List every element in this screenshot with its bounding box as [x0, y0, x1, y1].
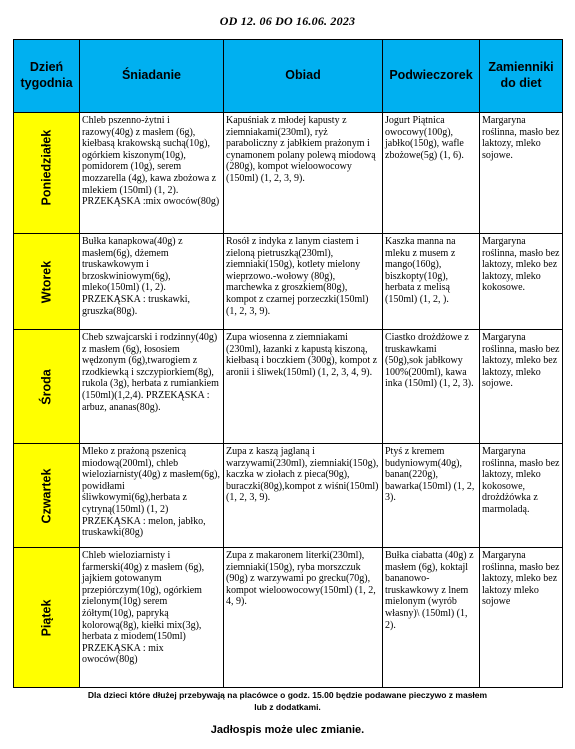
breakfast-cell: Mleko z prażoną pszenicą miodową(200ml), chleb wieloziarnisty(40g) z masłem(6g), powidłami śliwkowymi(6g),herbata z cytryną(150ml) (1, 2) PRZEKĄSKA : melon, jabłko, truskawki(80g): [80, 444, 224, 548]
table-row-tuesday: [14, 234, 563, 330]
day-cell: [14, 444, 80, 548]
substitutes-cell: Margaryna roślinna, masło bez laktozy, mleko sojowe.: [480, 113, 563, 234]
day-label: Wtorek: [39, 260, 54, 303]
snack-cell: Jogurt Piątnica owocowy(100g), jabłko(150g), wafle zbożowe(5g) (1, 6).: [383, 113, 480, 234]
lunch-cell: Zupa wiosenna z ziemniakami (230ml), łazanki z kapustą kiszoną, kiełbasą i boczkiem (300g), kompot z aronii i śliwek(150ml) (1, 2, 3, 4, 9).: [224, 330, 383, 444]
lunch-cell: Kapuśniak z młodej kapusty z ziemniakami(230ml), ryż paraboliczny z jabłkiem prażonym i cynamonem polany polewą miodową (280g), kompot wieloowocowy (150ml) (1, 2, 3, 9).: [224, 113, 383, 234]
header-breakfast: Śniadanie: [80, 40, 224, 113]
menu-change-disclaimer: Jadłospis może ulec zmianie.: [210, 724, 365, 736]
day-cell: [14, 113, 80, 234]
lunch-cell: Zupa z makaronem literki(230ml), ziemniaki(150g), ryba morszczuk (90g) z warzywami po grecku(70g), kompot wieloowocowy(150ml) (1, 2, 4, 9).: [224, 548, 383, 688]
lunch-cell: Rosół z indyka z lanym ciastem i zieloną pietruszką(230ml), ziemniaki(150g), kotlety mielony wieprzowo.-wołowy (80g), marchewka z groszkiem(80g), kompot z czarnej porzeczki(150ml) (1, 2, 3, 9).: [224, 234, 383, 330]
day-label: Środa: [39, 368, 54, 405]
breakfast-cell: Chleb wieloziarnisty i farmerski(40g) z masłem (6g), jajkiem gotowanym przepiórczym(10g), ogórkiem zielonym(10g) serem żółtym(10g), papryką kolorową(8g), kiełki mix(3g), herbata z miodem(150ml) PRZEKĄSKA : mix owoców(80g): [80, 548, 224, 688]
header-substitutes: Zamienniki do diet: [480, 40, 563, 113]
snack-cell: Ciastko drożdżowe z truskawkami (50g),sok jabłkowy 100%(200ml), kawa inka (150ml) (1, 2, 3).: [383, 330, 480, 444]
breakfast-cell: Cheb szwajcarski i rodzinny(40g) z masłem (6g), łososiem wędzonym (6g),twarogiem z rzodkiewką i szczypiorkiem(8g), rukola (3g), herbata z rumiankiem (150ml)(1,2,4). PRZEKĄSKA : arbuz, ananas(80g).: [80, 330, 224, 444]
after-hours-note-line1: Dla dzieci które dłużej przebywają na placówce o godz. 15.00 będzie podawane pieczywo z masłem: [87, 690, 488, 700]
day-label: Poniedziałek: [39, 129, 54, 206]
day-label: Piątek: [39, 599, 54, 636]
substitutes-cell: Margaryna roślinna, masło bez laktozy, mleko kokosowe, drożdżówka z marmoladą.: [480, 444, 563, 548]
snack-cell: Bułka ciabatta (40g) z masłem (6g), koktajl bananowo-truskawkowy z lnem mielonym (wyrób własny)\ (150ml) (1, 2).: [383, 548, 480, 688]
menu-period-title: OD 12. 06 DO 16.06. 2023: [219, 14, 356, 28]
snack-cell: Kaszka manna na mleku z musem z mango(160g), biszkopty(10g), herbata z melisą (150ml) (1, 2, ).: [383, 234, 480, 330]
breakfast-cell: Bułka kanapkowa(40g) z masłem(6g), dżemem truskawkowym i brzoskwiniowym(6g), mleko(150ml) (1, 2). PRZEKĄSKA : truskawki, gruszka(80g).: [80, 234, 224, 330]
substitutes-cell: Margaryna roślinna, masło bez laktozy, mleko bez laktozy mleko sojowe: [480, 548, 563, 688]
header-lunch: Obiad: [224, 40, 383, 113]
table-row-thursday: [14, 444, 563, 548]
substitutes-cell: Margaryna roślinna, masło bez laktozy, mleko bez laktozy, mleko kokosowe.: [480, 234, 563, 330]
after-hours-note: [0, 689, 575, 713]
day-cell: [14, 548, 80, 688]
header-day: Dzień tygodnia: [14, 40, 80, 113]
day-label: Czwartek: [39, 468, 54, 523]
substitutes-cell: Margaryna roślinna, masło bez laktozy, mleko bez laktozy, mleko sojowe.: [480, 330, 563, 444]
table-row-monday: [14, 113, 563, 234]
lunch-cell: Zupa z kaszą jaglaną i warzywami(230ml), ziemniaki(150g), kaczka w ziołach z pieca(90g), buraczki(80g),kompot z wiśni(150ml) (1, 2, 3, 9).: [224, 444, 383, 548]
menu-table: [13, 39, 563, 688]
header-row: [14, 40, 563, 113]
table-row-friday: [14, 548, 563, 688]
snack-cell: Ptyś z kremem budyniowym(40g), banan(220g), bawarka(150ml) (1, 2, 3).: [383, 444, 480, 548]
after-hours-note-line2: lub z dodatkami.: [254, 702, 321, 712]
table-row-wednesday: [14, 330, 563, 444]
header-snack: Podwieczorek: [383, 40, 480, 113]
day-cell: [14, 234, 80, 330]
breakfast-cell: Chleb pszenno-żytni i razowy(40g) z masłem (6g), kiełbasą krakowską suchą(10g), ogórkiem kiszonym(10g), pomidorem (10g), serem mozzarella (4g), kawa zbożowa z mlekiem (150ml) (1, 2). PRZEKĄSKA :mix owoców(80g): [80, 113, 224, 234]
day-cell: [14, 330, 80, 444]
